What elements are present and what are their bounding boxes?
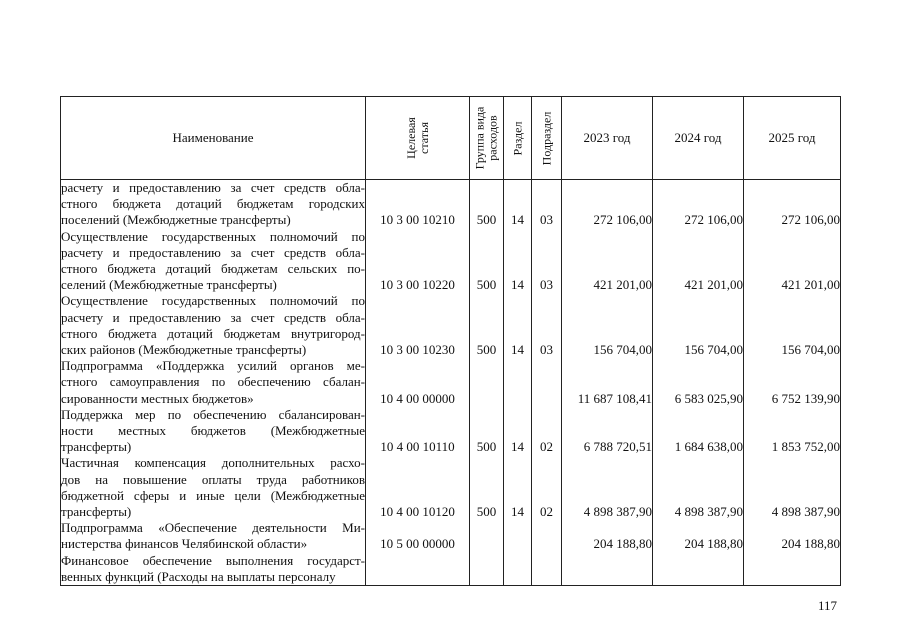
row-section: [504, 358, 532, 407]
row-name-line: расчету и предоставлению за счет средств обла-: [61, 309, 365, 325]
row-target-article: 10 3 00 10210: [366, 180, 470, 229]
row-value-2025: 156 704,00: [744, 293, 841, 358]
row-value-2024: 1 684 638,00: [653, 407, 744, 456]
row-target-article: 10 4 00 10110: [366, 407, 470, 456]
row-value-2023: [562, 553, 653, 586]
row-name-line: стного бюджета дотаций бюджетам внутригород-: [61, 325, 365, 341]
row-name-line: Частичная компенсация дополнительных расхо-: [61, 455, 365, 471]
row-expense-group: 500: [470, 407, 504, 456]
row-subsection: 02: [532, 455, 562, 520]
row-name-line: расчету и предоставлению за счет средств обла-: [61, 244, 365, 260]
table-row: [61, 229, 841, 294]
row-name-line: венных функций (Расходы на выплаты персоналу: [61, 568, 336, 584]
table-row: [61, 553, 841, 586]
row-subsection: 03: [532, 229, 562, 294]
row-subsection: [532, 520, 562, 552]
row-name-line: стного бюджета дотаций бюджетам сельских по-: [61, 261, 365, 277]
row-section: 14: [504, 293, 532, 358]
row-expense-group: 500: [470, 293, 504, 358]
row-target-article: 10 3 00 10230: [366, 293, 470, 358]
row-name-line: Подпрограмма «Поддержка усилий органов ме-: [61, 358, 365, 374]
row-value-2024: 6 583 025,90: [653, 358, 744, 407]
row-expense-group: [470, 553, 504, 586]
row-name-line: трансферты): [61, 504, 132, 520]
row-name-line: Поддержка мер по обеспечению сбалансирован-: [61, 406, 365, 422]
table-row: [61, 407, 841, 456]
row-name: [61, 180, 366, 229]
row-value-2025: 272 106,00: [744, 180, 841, 229]
row-expense-group: 500: [470, 229, 504, 294]
row-name: [61, 455, 366, 520]
budget-table: [60, 96, 841, 586]
row-value-2023: 204 188,80: [562, 520, 653, 552]
table-row: [61, 358, 841, 407]
header-name: Наименование: [61, 97, 366, 180]
row-name-line: бюджетной сферы и иные цели (Межбюджетные: [61, 487, 365, 503]
table-row: [61, 455, 841, 520]
row-expense-group: 500: [470, 455, 504, 520]
row-value-2024: 4 898 387,90: [653, 455, 744, 520]
row-name: [61, 293, 366, 358]
row-subsection: 02: [532, 407, 562, 456]
row-section: [504, 553, 532, 586]
row-name: [61, 229, 366, 294]
row-name-line: трансферты): [61, 439, 132, 455]
table-row: [61, 180, 841, 229]
row-expense-group: [470, 520, 504, 552]
row-subsection: [532, 553, 562, 586]
header-expense-group: Группа вида расходов: [470, 97, 504, 180]
row-value-2024: [653, 553, 744, 586]
header-2024: 2024 год: [653, 97, 744, 180]
row-name-line: сированности местных бюджетов»: [61, 390, 254, 406]
row-name-line: Осуществление государственных полномочий по: [61, 293, 365, 309]
row-section: 14: [504, 455, 532, 520]
table-body: [61, 180, 841, 586]
row-value-2024: 272 106,00: [653, 180, 744, 229]
row-name-line: Подпрограмма «Обеспечение деятельности Ми-: [61, 520, 365, 536]
row-section: 14: [504, 180, 532, 229]
row-section: [504, 520, 532, 552]
row-value-2023: 272 106,00: [562, 180, 653, 229]
table-row: [61, 293, 841, 358]
row-value-2023: 4 898 387,90: [562, 455, 653, 520]
row-name-line: стного бюджета дотаций бюджетам городских: [61, 196, 365, 212]
row-subsection: 03: [532, 180, 562, 229]
row-name: [61, 358, 366, 407]
row-name: [61, 553, 366, 586]
row-name-line: поселений (Межбюджетные трансферты): [61, 212, 291, 228]
row-name-line: селений (Межбюджетные трансферты): [61, 277, 277, 293]
row-name-line: стного самоуправления по обеспечению сбалан-: [61, 374, 365, 390]
row-value-2023: 11 687 108,41: [562, 358, 653, 407]
row-value-2025: 4 898 387,90: [744, 455, 841, 520]
header-section: Раздел: [504, 97, 532, 180]
row-section: 14: [504, 407, 532, 456]
row-value-2023: 156 704,00: [562, 293, 653, 358]
row-name-line: ности местных бюджетов (Межбюджетные: [61, 423, 365, 439]
row-target-article: 10 5 00 00000: [366, 520, 470, 552]
row-name-line: дов на повышение оплаты труда работников: [61, 471, 365, 487]
row-value-2023: 6 788 720,51: [562, 407, 653, 456]
page-number: 117: [817, 598, 837, 613]
row-target-article: 10 4 00 00000: [366, 358, 470, 407]
header-2025: 2025 год: [744, 97, 841, 180]
row-value-2025: 1 853 752,00: [744, 407, 841, 456]
row-name-line: нистерства финансов Челябинской области»: [61, 536, 308, 552]
row-value-2025: 6 752 139,90: [744, 358, 841, 407]
row-name-line: расчету и предоставлению за счет средств обла-: [61, 180, 365, 195]
row-name-line: Финансовое обеспечение выполнения государст-: [61, 552, 365, 568]
row-value-2023: 421 201,00: [562, 229, 653, 294]
row-expense-group: 500: [470, 180, 504, 229]
row-name-line: ских районов (Межбюджетные трансферты): [61, 342, 307, 358]
row-value-2024: 156 704,00: [653, 293, 744, 358]
row-subsection: [532, 358, 562, 407]
row-subsection: 03: [532, 293, 562, 358]
row-target-article: [366, 553, 470, 586]
row-name: [61, 407, 366, 456]
row-section: 14: [504, 229, 532, 294]
header-2023: 2023 год: [562, 97, 653, 180]
row-value-2025: [744, 553, 841, 586]
row-value-2024: 421 201,00: [653, 229, 744, 294]
header-row: [61, 97, 841, 180]
row-value-2025: 421 201,00: [744, 229, 841, 294]
row-target-article: 10 4 00 10120: [366, 455, 470, 520]
table-row: [61, 520, 841, 552]
row-name-line: Осуществление государственных полномочий по: [61, 228, 365, 244]
row-expense-group: [470, 358, 504, 407]
row-value-2024: 204 188,80: [653, 520, 744, 552]
header-target-article: Целевая статья: [366, 97, 470, 180]
header-subsection: Подраздел: [532, 97, 562, 180]
row-name: [61, 520, 366, 552]
row-target-article: 10 3 00 10220: [366, 229, 470, 294]
row-value-2025: 204 188,80: [744, 520, 841, 552]
